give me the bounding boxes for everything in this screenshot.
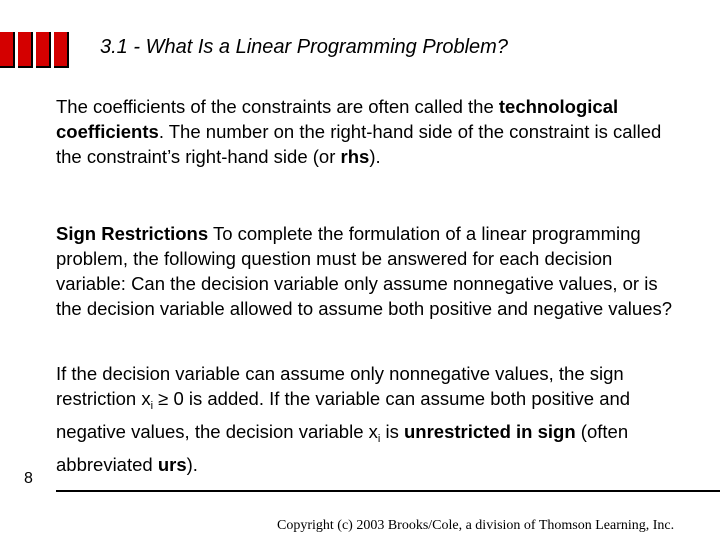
text: The coefficients of the constraints are often called the <box>56 96 499 117</box>
term-technological-coefficients: technological coefficients <box>56 96 619 142</box>
logo-bar <box>36 32 51 68</box>
term-urs: urs <box>157 454 187 475</box>
paragraph-sign-restrictions <box>56 221 676 321</box>
term-rhs: rhs <box>340 146 370 167</box>
page-number: 8 <box>24 470 33 487</box>
logo-bar <box>54 32 69 68</box>
text: ). <box>369 146 381 167</box>
text: ≥ 0 is added. If the variable can assume both positive and negative values, the decision variable x <box>56 388 631 442</box>
text: If the decision variable can assume only nonnegative values, the sign restriction x <box>56 363 624 409</box>
text: To complete the formulation of a linear programming problem, the following question must be answered for each decision variable: Can the decision variable only assume nonnegative values, or is the decision variable allowed to assume both positive and negative values? <box>56 223 673 319</box>
footer-divider <box>56 490 720 492</box>
term-unrestricted-in-sign: unrestricted in sign <box>403 421 576 442</box>
text: ). <box>186 454 198 475</box>
slide-title: 3.1 - What Is a Linear Programming Problem? <box>100 36 508 58</box>
sign-restrictions-heading: Sign Restrictions <box>56 223 209 244</box>
logo-bar <box>0 32 15 68</box>
paragraph-technological-coefficients <box>56 94 676 169</box>
text: is <box>380 421 404 442</box>
copyright-notice: Copyright (c) 2003 Brooks/Cole, a division of Thomson Learning, Inc. <box>277 518 675 533</box>
logo-bar <box>18 32 33 68</box>
subscript-i: i <box>150 400 154 412</box>
subscript-i: i <box>377 433 381 445</box>
text: . The number on the right-hand side of the constraint is called the constraint’s right-hand side (or <box>56 121 662 167</box>
logo-bars <box>0 32 76 70</box>
text: (often abbreviated <box>56 421 629 475</box>
paragraph-unrestricted-in-sign <box>56 361 676 477</box>
